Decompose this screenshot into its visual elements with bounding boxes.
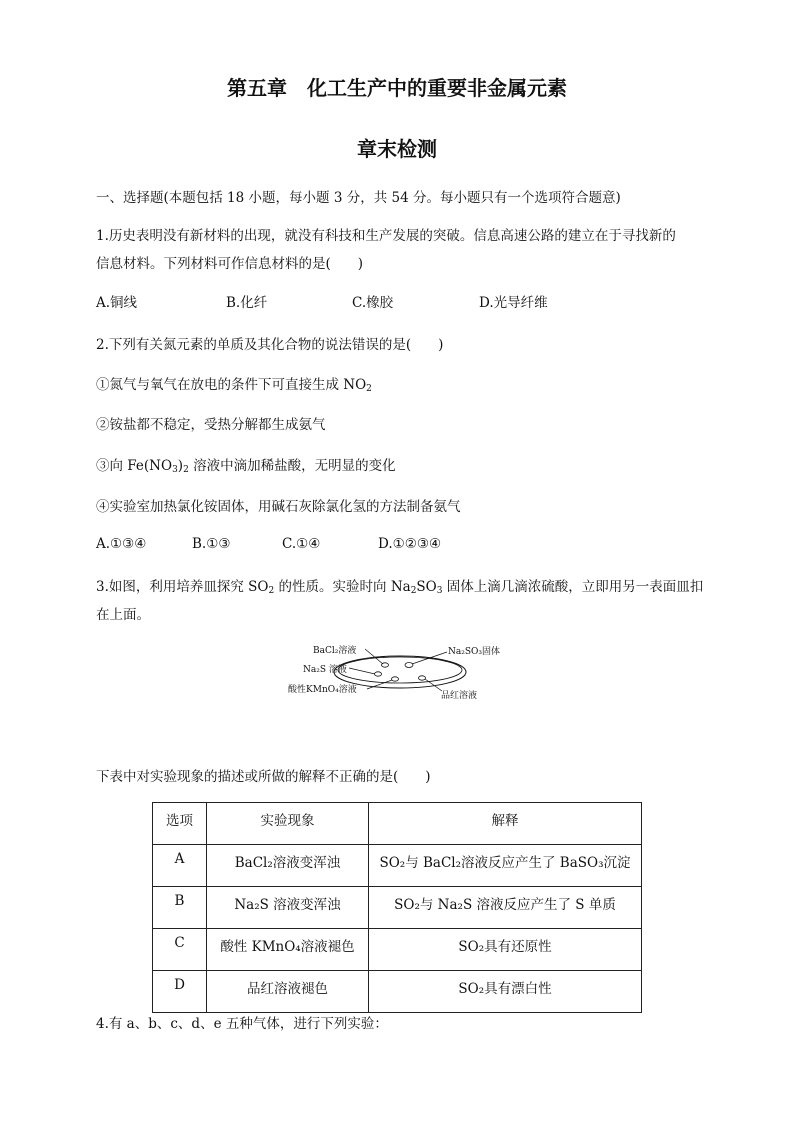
table-row	[153, 929, 642, 971]
q2-statement-4: ④实验室加热氯化铵固体，用碱石灰除氯化氢的方法制备氨气	[96, 499, 461, 515]
petri-dish-figure	[282, 640, 514, 706]
table-cell: A	[153, 845, 207, 887]
table-row	[153, 887, 642, 929]
well-na2so3	[405, 663, 413, 668]
table-header-row	[153, 803, 642, 845]
q2-option-d: D.①②③④	[378, 536, 442, 552]
q1-option-c: C.橡胶	[352, 295, 394, 311]
q3-stem-line2: 在上面。	[96, 607, 150, 623]
q2-stem: 2.下列有关氮元素的单质及其化合物的说法错误的是( )	[96, 337, 444, 353]
q2-option-a: A.①③④	[96, 536, 147, 552]
q2-statement-1: ①氮气与氧气在放电的条件下可直接生成 $NO_2$	[96, 377, 372, 394]
q1-option-b: B.化纤	[226, 295, 268, 311]
table-cell: 品红溶液褪色	[207, 971, 369, 1013]
well-na2s	[375, 672, 382, 676]
table-cell: B	[153, 887, 207, 929]
label-na2s: Na₂S 溶液	[303, 665, 347, 675]
table-cell: SO₂具有还原性	[369, 929, 642, 971]
q4-stem: 4.有 a、b、c、d、e 五种气体，进行下列实验：	[96, 1016, 388, 1032]
q1-option-a: A.铜线	[96, 295, 138, 311]
table-cell: Na₂S 溶液变浑浊	[207, 887, 369, 929]
table-cell: 酸性 KMnO₄溶液褪色	[207, 929, 369, 971]
q1-stem-line2: 信息材料。下列材料可作信息材料的是( )	[96, 256, 364, 272]
q3-table-intro: 下表中对实验现象的描述或所做的解释不正确的是( )	[96, 769, 431, 785]
table-cell: D	[153, 971, 207, 1013]
label-na2so3: Na₂SO₃固体	[448, 647, 501, 657]
table-header-cell: 解释	[369, 803, 642, 845]
well-pinhong	[419, 676, 426, 680]
table-cell: SO₂具有漂白性	[369, 971, 642, 1013]
table-cell: BaCl₂溶液变浑浊	[207, 845, 369, 887]
q2-statement-2: ②铵盐都不稳定，受热分解都生成氨气	[96, 417, 326, 433]
table-cell: SO₂与 BaCl₂溶液反应产生了 BaSO₃沉淀	[369, 845, 642, 887]
q3-stem-line1: 3.如图，利用培养皿探究 $SO_2$ 的性质。实验时向 $Na_2SO_3$ 固体上滴几滴浓硫酸，立即用另一表面皿扣	[96, 579, 704, 596]
table-row	[153, 845, 642, 887]
table-header-cell: 实验现象	[207, 803, 369, 845]
q3-options-table	[152, 802, 642, 1013]
well-kmno4	[392, 677, 399, 681]
table-cell: SO₂与 Na₂S 溶液反应产生了 S 单质	[369, 887, 642, 929]
table-row	[153, 971, 642, 1013]
q2-option-c: C.①④	[282, 536, 321, 552]
label-bacl2: BaCl₂溶液	[313, 646, 357, 656]
q2-statement-3: ③向 $Fe(NO_3)_2$ 溶液中滴加稀盐酸，无明显的变化	[96, 458, 396, 475]
label-kmno4: 酸性KMnO₄溶液	[288, 685, 357, 695]
q1-option-d: D.光导纤维	[479, 295, 548, 311]
q1-stem-line1: 1.历史表明没有新材料的出现，就没有科技和生产发展的突破。信息高速公路的建立在于寻找新的	[96, 228, 676, 244]
section-heading: 一、选择题(本题包括 18 小题，每小题 3 分，共 54 分。每小题只有一个选项符合题意)	[96, 190, 621, 206]
table-cell: C	[153, 929, 207, 971]
label-pinhong: 品红溶液	[441, 691, 478, 701]
table-header-cell: 选项	[153, 803, 207, 845]
chapter-title: 第五章 化工生产中的重要非金属元素	[227, 76, 567, 100]
page-subtitle: 章末检测	[357, 137, 437, 161]
q2-option-b: B.①③	[192, 536, 231, 552]
